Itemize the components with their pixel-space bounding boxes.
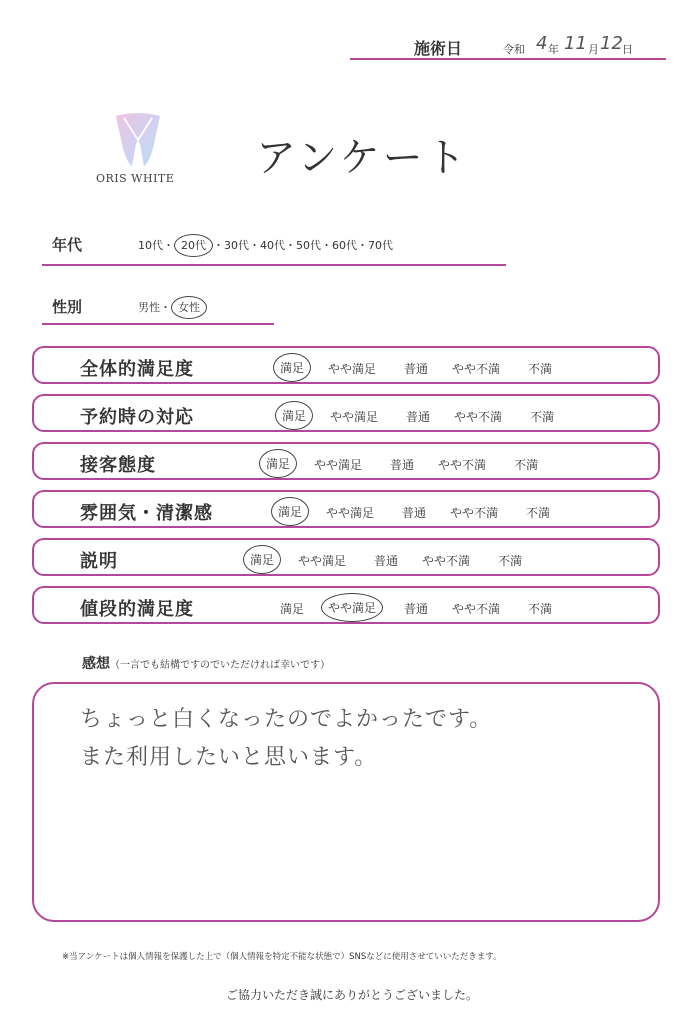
option-0[interactable]: 10代 [138, 239, 163, 252]
rating-row [32, 394, 660, 432]
option-2[interactable]: 30代 [224, 239, 249, 252]
rating-option[interactable]: 不満 [530, 410, 555, 424]
rating-option-selected[interactable]: 満足 [273, 353, 311, 382]
rating-option[interactable]: 普通 [374, 554, 399, 568]
page-title: アンケート [256, 135, 469, 181]
option-0[interactable]: 男性 [138, 301, 160, 314]
rating-option[interactable]: やや満足 [314, 458, 363, 472]
date-month: 11 [564, 33, 587, 54]
comment-line: また利用したいと思います。 [80, 745, 378, 770]
date-day: 12 [600, 33, 623, 54]
date-underline [350, 58, 666, 60]
rating-option[interactable]: やや不満 [454, 410, 503, 424]
rating-option[interactable]: 普通 [402, 506, 427, 520]
separator: ・ [160, 301, 171, 314]
option-5[interactable]: 60代 [332, 239, 357, 252]
rating-label: 値段的満足度 [80, 599, 194, 620]
rating-row [32, 586, 660, 624]
rating-option[interactable]: 不満 [528, 602, 553, 616]
rating-label: 説明 [80, 551, 118, 572]
gender-label: 性別 [52, 298, 83, 316]
thanks-message: ご協力いただき誠にありがとうございました。 [226, 988, 479, 1002]
comments-hint: （一言でも結構ですのでいただければ幸いです） [110, 660, 330, 671]
rating-option[interactable]: 普通 [406, 410, 431, 424]
privacy-notice: ※当アンケートは個人情報を保護した上で（個人情報を特定不能な状態で）SNSなどに使用させていいただきます。 [62, 952, 502, 962]
rating-option[interactable]: やや不満 [450, 506, 499, 520]
day-unit: 日 [622, 43, 633, 56]
separator: ・ [285, 239, 296, 252]
separator: ・ [249, 239, 260, 252]
rating-option[interactable]: 満足 [280, 602, 305, 616]
option-3[interactable]: 40代 [260, 239, 285, 252]
rating-option[interactable]: 普通 [404, 362, 429, 376]
rating-option-selected[interactable]: 満足 [271, 497, 309, 526]
rating-row [32, 538, 660, 576]
logo-icon [112, 110, 164, 168]
rating-option-selected[interactable]: 満足 [275, 401, 313, 430]
month-unit: 月 [588, 43, 599, 56]
gender-options [138, 299, 207, 315]
era-label: 令和 [503, 43, 525, 56]
rating-label: 雰囲気・清潔感 [80, 503, 213, 524]
rating-option[interactable]: 不満 [526, 506, 551, 520]
rating-option[interactable]: やや不満 [438, 458, 487, 472]
option-selected[interactable]: 女性 [171, 296, 207, 319]
comment-line: ちょっと白くなったのでよかったです。 [80, 707, 493, 732]
age-label: 年代 [52, 236, 83, 254]
separator: ・ [357, 239, 368, 252]
rating-option[interactable]: やや満足 [326, 506, 375, 520]
rating-option[interactable]: 不満 [514, 458, 539, 472]
rating-option[interactable]: やや不満 [452, 362, 501, 376]
separator: ・ [321, 239, 332, 252]
rating-option[interactable]: 不満 [498, 554, 523, 568]
rating-option-selected[interactable]: 満足 [259, 449, 297, 478]
rating-label: 予約時の対応 [80, 407, 194, 428]
rating-label: 接客態度 [80, 455, 156, 476]
age-underline [42, 264, 506, 266]
option-selected[interactable]: 20代 [174, 234, 213, 257]
comments-label: 感想 [82, 656, 110, 672]
rating-row [32, 490, 660, 528]
date-year: 4 [536, 33, 548, 54]
rating-option[interactable]: 普通 [390, 458, 415, 472]
rating-row [32, 442, 660, 480]
date-label: 施術日 [414, 39, 463, 58]
rating-option[interactable]: やや満足 [330, 410, 379, 424]
separator: ・ [163, 239, 174, 252]
rating-option[interactable]: 普通 [404, 602, 429, 616]
separator: ・ [213, 239, 224, 252]
rating-option[interactable]: やや不満 [422, 554, 471, 568]
year-unit: 年 [548, 43, 559, 56]
rating-label: 全体的満足度 [80, 359, 194, 380]
rating-option-selected[interactable]: やや満足 [321, 593, 383, 622]
rating-option[interactable]: やや不満 [452, 602, 501, 616]
option-4[interactable]: 50代 [296, 239, 321, 252]
rating-option-selected[interactable]: 満足 [243, 545, 281, 574]
rating-option[interactable]: 不満 [528, 362, 553, 376]
rating-option[interactable]: やや満足 [328, 362, 377, 376]
age-options [138, 237, 393, 253]
rating-option[interactable]: やや満足 [298, 554, 347, 568]
comments-box [32, 682, 660, 922]
gender-underline [42, 323, 274, 325]
option-6[interactable]: 70代 [368, 239, 393, 252]
rating-row [32, 346, 660, 384]
logo-text: ORIS WHITE [96, 172, 175, 185]
